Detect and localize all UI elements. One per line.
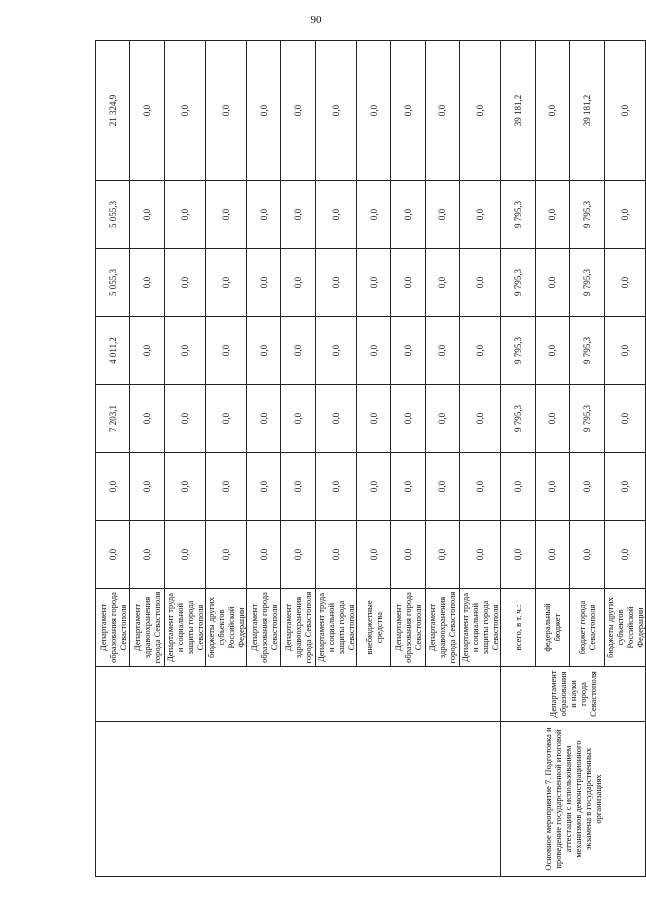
value-cell: 0,0 xyxy=(130,181,164,249)
rotated-table-wrapper xyxy=(95,41,645,877)
value-cell: 0,0 xyxy=(281,453,315,521)
value-cell: 0,0 xyxy=(315,521,356,589)
value-cell: 0,0 xyxy=(604,521,645,589)
value-cell: 0,0 xyxy=(205,249,246,317)
value-cell: 0,0 xyxy=(501,453,535,521)
value-cell: 0,0 xyxy=(315,385,356,453)
value-cell: 0,0 xyxy=(205,317,246,385)
value-cell: 9 795,3 xyxy=(570,317,604,385)
value-cell: 0,0 xyxy=(391,521,425,589)
value-cell: 0,0 xyxy=(130,249,164,317)
value-cell: 0,0 xyxy=(315,453,356,521)
value-cell: 0,0 xyxy=(164,41,205,181)
value-cell: 39 181,2 xyxy=(501,41,535,181)
value-cell: 0,0 xyxy=(391,181,425,249)
budget-table xyxy=(95,40,646,877)
value-cell: 9 795,3 xyxy=(570,181,604,249)
value-cell: 0,0 xyxy=(535,453,569,521)
value-cell: 0,0 xyxy=(281,521,315,589)
source-cell: Департамент здравоохранения города Севастополя xyxy=(281,589,315,667)
value-cell: 0,0 xyxy=(535,385,569,453)
value-cell: 39 181,2 xyxy=(570,41,604,181)
source-cell: внебюджетные средства xyxy=(356,589,390,667)
value-cell: 4 011,2 xyxy=(96,317,130,385)
value-cell: 0,0 xyxy=(356,181,390,249)
source-cell: федеральный бюджет xyxy=(535,589,569,667)
value-cell: 0,0 xyxy=(460,41,501,181)
value-cell: 0,0 xyxy=(570,453,604,521)
value-cell: 0,0 xyxy=(281,317,315,385)
source-cell: всего, в т. ч.: xyxy=(501,589,535,667)
value-cell: 0,0 xyxy=(425,453,459,521)
source-cell: Департамент труда и социальной защиты города Севастополя xyxy=(164,589,205,667)
value-cell: 0,0 xyxy=(246,249,280,317)
prev-activity-cell xyxy=(96,722,501,877)
value-cell: 0,0 xyxy=(246,453,280,521)
value-cell: 0,0 xyxy=(164,317,205,385)
value-cell: 0,0 xyxy=(315,249,356,317)
table-row xyxy=(96,41,130,877)
value-cell: 9 795,3 xyxy=(501,385,535,453)
value-cell: 0,0 xyxy=(205,385,246,453)
value-cell: 0,0 xyxy=(164,385,205,453)
value-cell: 9 795,3 xyxy=(501,181,535,249)
source-cell: бюджет города Севастополя xyxy=(570,589,604,667)
value-cell: 0,0 xyxy=(391,317,425,385)
value-cell: 0,0 xyxy=(356,41,390,181)
value-cell: 9 795,3 xyxy=(501,249,535,317)
value-cell: 0,0 xyxy=(460,317,501,385)
value-cell: 0,0 xyxy=(604,317,645,385)
source-cell: Департамент образования города Севастополя xyxy=(246,589,280,667)
value-cell: 0,0 xyxy=(604,453,645,521)
value-cell: 0,0 xyxy=(604,41,645,181)
value-cell: 0,0 xyxy=(535,181,569,249)
value-cell: 0,0 xyxy=(281,41,315,181)
value-cell: 0,0 xyxy=(391,385,425,453)
value-cell: 0,0 xyxy=(96,521,130,589)
source-cell: бюджеты других субъектов Российской Федерации xyxy=(604,589,645,667)
value-cell: 0,0 xyxy=(246,181,280,249)
value-cell: 0,0 xyxy=(391,453,425,521)
value-cell: 0,0 xyxy=(281,385,315,453)
value-cell: 0,0 xyxy=(130,453,164,521)
source-cell: бюджеты других субъектов Российской Федерации xyxy=(205,589,246,667)
source-cell: Департамент труда и социальной защиты города Севастополя xyxy=(460,589,501,667)
value-cell: 5 055,3 xyxy=(96,181,130,249)
value-cell: 0,0 xyxy=(425,385,459,453)
value-cell: 0,0 xyxy=(425,317,459,385)
value-cell: 0,0 xyxy=(130,41,164,181)
value-cell: 0,0 xyxy=(164,249,205,317)
value-cell: 0,0 xyxy=(460,249,501,317)
value-cell: 0,0 xyxy=(281,181,315,249)
value-cell: 0,0 xyxy=(501,521,535,589)
value-cell: 0,0 xyxy=(604,385,645,453)
value-cell: 0,0 xyxy=(356,317,390,385)
value-cell: 0,0 xyxy=(356,249,390,317)
value-cell: 0,0 xyxy=(246,521,280,589)
value-cell: 0,0 xyxy=(460,521,501,589)
value-cell: 9 795,3 xyxy=(570,385,604,453)
value-cell: 7 203,1 xyxy=(96,385,130,453)
value-cell: 9 795,3 xyxy=(570,249,604,317)
value-cell: 0,0 xyxy=(425,181,459,249)
value-cell: 0,0 xyxy=(356,385,390,453)
value-cell: 0,0 xyxy=(205,41,246,181)
value-cell: 0,0 xyxy=(535,317,569,385)
source-cell: Департамент образования города Севастополя xyxy=(391,589,425,667)
value-cell: 0,0 xyxy=(315,317,356,385)
value-cell: 0,0 xyxy=(205,521,246,589)
value-cell: 0,0 xyxy=(604,181,645,249)
value-cell: 0,0 xyxy=(535,249,569,317)
value-cell: 21 324,9 xyxy=(96,41,130,181)
value-cell: 0,0 xyxy=(164,181,205,249)
value-cell: 0,0 xyxy=(425,521,459,589)
executor-cell: Департамент образования и науки города Севастополя xyxy=(501,667,645,722)
value-cell: 5 055,3 xyxy=(96,249,130,317)
prev-executor-cell xyxy=(96,667,501,722)
value-cell: 0,0 xyxy=(460,385,501,453)
value-cell: 0,0 xyxy=(425,41,459,181)
value-cell: 0,0 xyxy=(391,249,425,317)
value-cell: 0,0 xyxy=(164,453,205,521)
value-cell: 0,0 xyxy=(281,249,315,317)
value-cell: 0,0 xyxy=(356,453,390,521)
value-cell: 0,0 xyxy=(130,521,164,589)
value-cell: 0,0 xyxy=(356,521,390,589)
source-cell: Департамент образования города Севастополя xyxy=(96,589,130,667)
source-cell: Департамент здравоохранения города Севастополя xyxy=(130,589,164,667)
value-cell: 0,0 xyxy=(460,453,501,521)
value-cell: 0,0 xyxy=(96,453,130,521)
activity-cell: Основное мероприятие 7. Подготовка и проведение государственной итоговой аттестации с использованием механизмов демонстрационного экзамена в государственных организациях xyxy=(501,722,645,877)
value-cell: 0,0 xyxy=(535,41,569,181)
value-cell: 0,0 xyxy=(246,317,280,385)
source-cell: Департамент здравоохранения города Севастополя xyxy=(425,589,459,667)
value-cell: 0,0 xyxy=(246,41,280,181)
value-cell: 0,0 xyxy=(391,41,425,181)
table-row xyxy=(501,41,535,877)
value-cell: 9 795,3 xyxy=(501,317,535,385)
page-number: 90 xyxy=(310,14,322,26)
value-cell: 0,0 xyxy=(205,181,246,249)
value-cell: 0,0 xyxy=(130,385,164,453)
value-cell: 0,0 xyxy=(130,317,164,385)
value-cell: 0,0 xyxy=(570,521,604,589)
value-cell: 0,0 xyxy=(205,453,246,521)
value-cell: 0,0 xyxy=(246,385,280,453)
value-cell: 0,0 xyxy=(315,181,356,249)
value-cell: 0,0 xyxy=(604,249,645,317)
value-cell: 0,0 xyxy=(460,181,501,249)
value-cell: 0,0 xyxy=(535,521,569,589)
value-cell: 0,0 xyxy=(315,41,356,181)
value-cell: 0,0 xyxy=(425,249,459,317)
value-cell: 0,0 xyxy=(164,521,205,589)
source-cell: Департамент труда и социальной защиты города Севастополя xyxy=(315,589,356,667)
